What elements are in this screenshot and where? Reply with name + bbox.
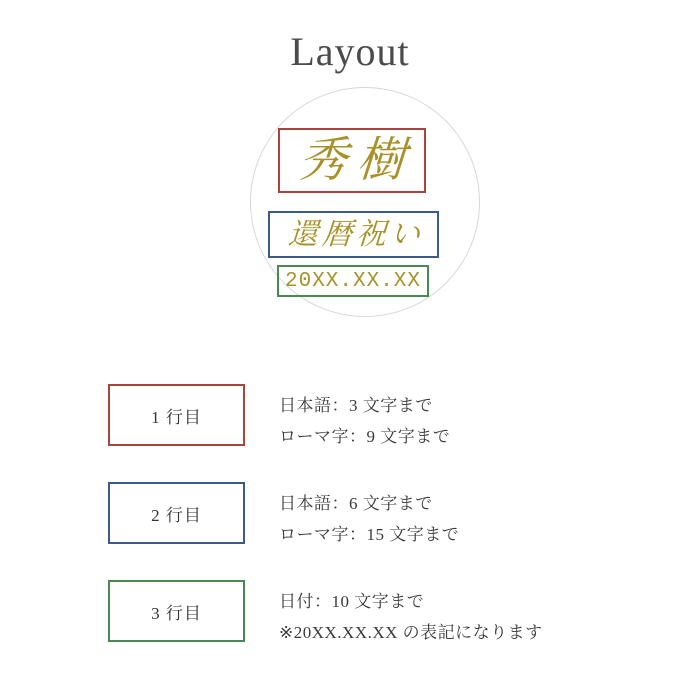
stamp-preview <box>0 87 700 345</box>
preview-line2-box <box>268 211 439 258</box>
legend-description-text: 日本語：3 文字まで <box>279 396 433 415</box>
legend-description-text: ローマ字：15 文字まで <box>279 525 460 545</box>
legend-description-text: ローマ字：9 文字まで <box>279 427 451 447</box>
legend-description-line3 <box>279 580 543 649</box>
legend-row <box>0 580 700 678</box>
page-title: Layout <box>290 29 410 74</box>
legend-description-line1 <box>279 384 450 453</box>
legend-chip-line3 <box>108 580 245 642</box>
preview-line1-box <box>278 128 426 193</box>
legend-description-text: 日付：10 文字まで <box>279 592 425 611</box>
legend-chip-label: 3 行目 <box>151 603 202 623</box>
preview-line3-text: 20XX.XX.XX <box>284 269 422 293</box>
preview-line1-text: 秀樹 <box>297 133 417 187</box>
legend-row <box>0 482 700 580</box>
legend-chip-label: 1 行目 <box>151 407 202 427</box>
legend-chip-line1 <box>108 384 245 446</box>
legend-description-text: ※20XX.XX.XX の表記になります <box>279 623 543 643</box>
legend-list <box>0 384 700 678</box>
legend-description-line2 <box>279 482 459 551</box>
legend-row <box>0 384 700 482</box>
legend-description-text: 日本語：6 文字まで <box>279 494 433 513</box>
legend-chip-label: 2 行目 <box>151 505 202 525</box>
legend-chip-line2 <box>108 482 245 544</box>
preview-line2-text: 還暦祝い <box>286 217 425 251</box>
preview-line3-box <box>277 265 429 297</box>
